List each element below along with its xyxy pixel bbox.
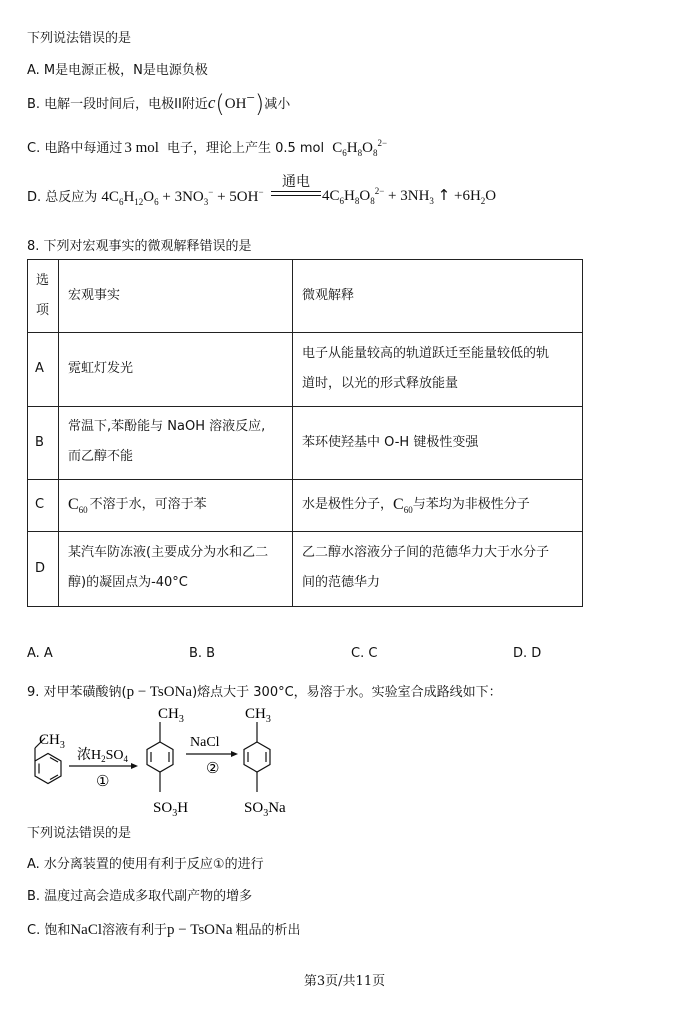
q7-reaction-arrow: [271, 174, 321, 196]
step-1-label: ①: [96, 774, 110, 790]
table-border: [582, 259, 583, 607]
q8-choice-d: D. D: [513, 646, 542, 661]
q7-option-c-formula: $C_6H_8O_8^{2-}$: [332, 138, 388, 158]
q7-option-d-reactants: $4C_6H_{12}O_6 + 3NO_3^- + 5OH^-$: [101, 187, 264, 207]
table-header-option: 选 项: [35, 273, 49, 318]
table-row-c-explanation: 水是极性分子， $C_{60}$ 与苯均为非极性分子: [302, 479, 530, 531]
table-row-b-fact: 常温下,苯酚能与 NaOH 溶液反应, 而乙醇不能: [68, 419, 266, 464]
q8-choice-a: A. A: [27, 646, 53, 661]
table-row-b-explanation: 苯环使羟基中 O-H 键极性变强: [302, 434, 479, 450]
reagent-nacl: NaCl: [190, 735, 220, 750]
q7-option-b-charge: −: [246, 90, 255, 107]
paren-open: (: [215, 90, 225, 118]
tsona-formula: p − TsONa: [126, 684, 193, 700]
q9-stem-2: 下列说法错误的是: [27, 826, 132, 841]
q7-option-b: [27, 92, 290, 116]
q7-condition: 通电: [282, 174, 310, 190]
q7-stem: 下列说法错误的是: [27, 31, 132, 46]
tsona-structure: [244, 722, 270, 792]
tsona-so3na: $SO_3Na$: [244, 800, 286, 817]
q7-option-d-products: $4C_6H_8O_8^{2-} + 3NH_3$ ↑ $+6H_2O$: [322, 186, 497, 206]
equals-bar: [271, 191, 321, 196]
table-border: [27, 606, 583, 607]
synthesis-scheme: [20, 702, 320, 817]
table-row-a-explanation: 电子从能量较高的轨道跃迁至能量较低的轨 道时，以光的形式释放能量: [302, 346, 550, 391]
paren-close: ): [254, 90, 265, 118]
table-row-c-fact: $C_{60}$ 不溶于水，可溶于苯: [68, 479, 207, 531]
q7-option-c-mid: 电子，理论上产生 0.5 mol: [166, 141, 325, 156]
q8-choice-b: B. B: [189, 646, 216, 661]
table-header-fact: 宏观事实: [68, 287, 121, 303]
table-row-a-option: A: [35, 361, 44, 376]
q8-stem: 8. 下列对宏观事实的微观解释错误的是: [27, 239, 252, 254]
table-row-b-option: B: [35, 434, 44, 450]
q7-option-c-amount: 3 mol: [124, 140, 159, 156]
table-row-d-option: D: [35, 560, 46, 576]
table-row-c-option: C: [35, 497, 45, 512]
q9-stem: 9. 对甲苯磺酸钠(p − TsONa)熔点大于 300°C，易溶于水。实验室合成路线如下：: [27, 684, 502, 700]
table-row-d-explanation: 乙二醇水溶液分子间的范德华力大于水分子 间的范德华力: [302, 545, 550, 590]
ptsa-structure: [147, 722, 173, 792]
table-row-a-fact: 霓虹灯发光: [68, 361, 134, 376]
table-border: [58, 259, 59, 607]
table-border: [27, 531, 583, 532]
tsona-formula: p − TsONa: [167, 922, 233, 938]
c60-formula: $C_{60}$: [393, 496, 413, 516]
ptsa-so3h: $SO_3H$: [153, 800, 189, 817]
q7-option-d: [27, 186, 264, 206]
reagent-h2so4: 浓$H_2SO_4$: [77, 748, 129, 764]
table-header-explanation: 微观解释: [302, 287, 355, 303]
table-border: [292, 259, 293, 607]
q7-option-a: A. M是电源正极，N是电源负极: [27, 63, 208, 78]
step-2-label: ②: [206, 761, 220, 777]
q8-choice-c: C. C: [351, 646, 378, 661]
page-footer: 第3页/共11页: [303, 974, 386, 989]
q7-option-d-text: D. 总反应为: [27, 190, 98, 205]
c60-formula: $C_{60}$: [68, 496, 88, 516]
q9-option-b: B. 温度过高会造成多取代副产物的增多: [27, 889, 253, 904]
arrowhead-2: [231, 751, 238, 757]
q7-option-b-ion: OH: [224, 96, 247, 112]
q7-option-b-c: c: [207, 93, 216, 112]
ptsa-ch3: $CH_3$: [158, 706, 184, 725]
q8-table: [27, 259, 583, 607]
q9-option-a: A. 水分离装置的使用有利于反应①的进行: [27, 857, 264, 872]
nacl-formula: NaCl: [70, 922, 103, 938]
toluene-ch3: $CH_3$: [39, 732, 65, 751]
arrowhead-1: [131, 763, 138, 769]
q7-option-c: [27, 137, 387, 157]
q7-option-c-text: C. 电路中每通过: [27, 141, 123, 156]
q7-option-b-text: B. 电解一段时间后，电极II附近: [27, 97, 208, 112]
tsona-ch3: $CH_3$: [245, 706, 271, 725]
q7-option-b-tail: 减小: [264, 97, 291, 112]
q9-option-c: C. 饱和NaCl溶液有利于p − TsONa 粗品的析出: [27, 922, 301, 938]
table-row-d-fact: 某汽车防冻液(主要成分为水和乙二 醇)的凝固点为-40°C: [68, 545, 269, 590]
